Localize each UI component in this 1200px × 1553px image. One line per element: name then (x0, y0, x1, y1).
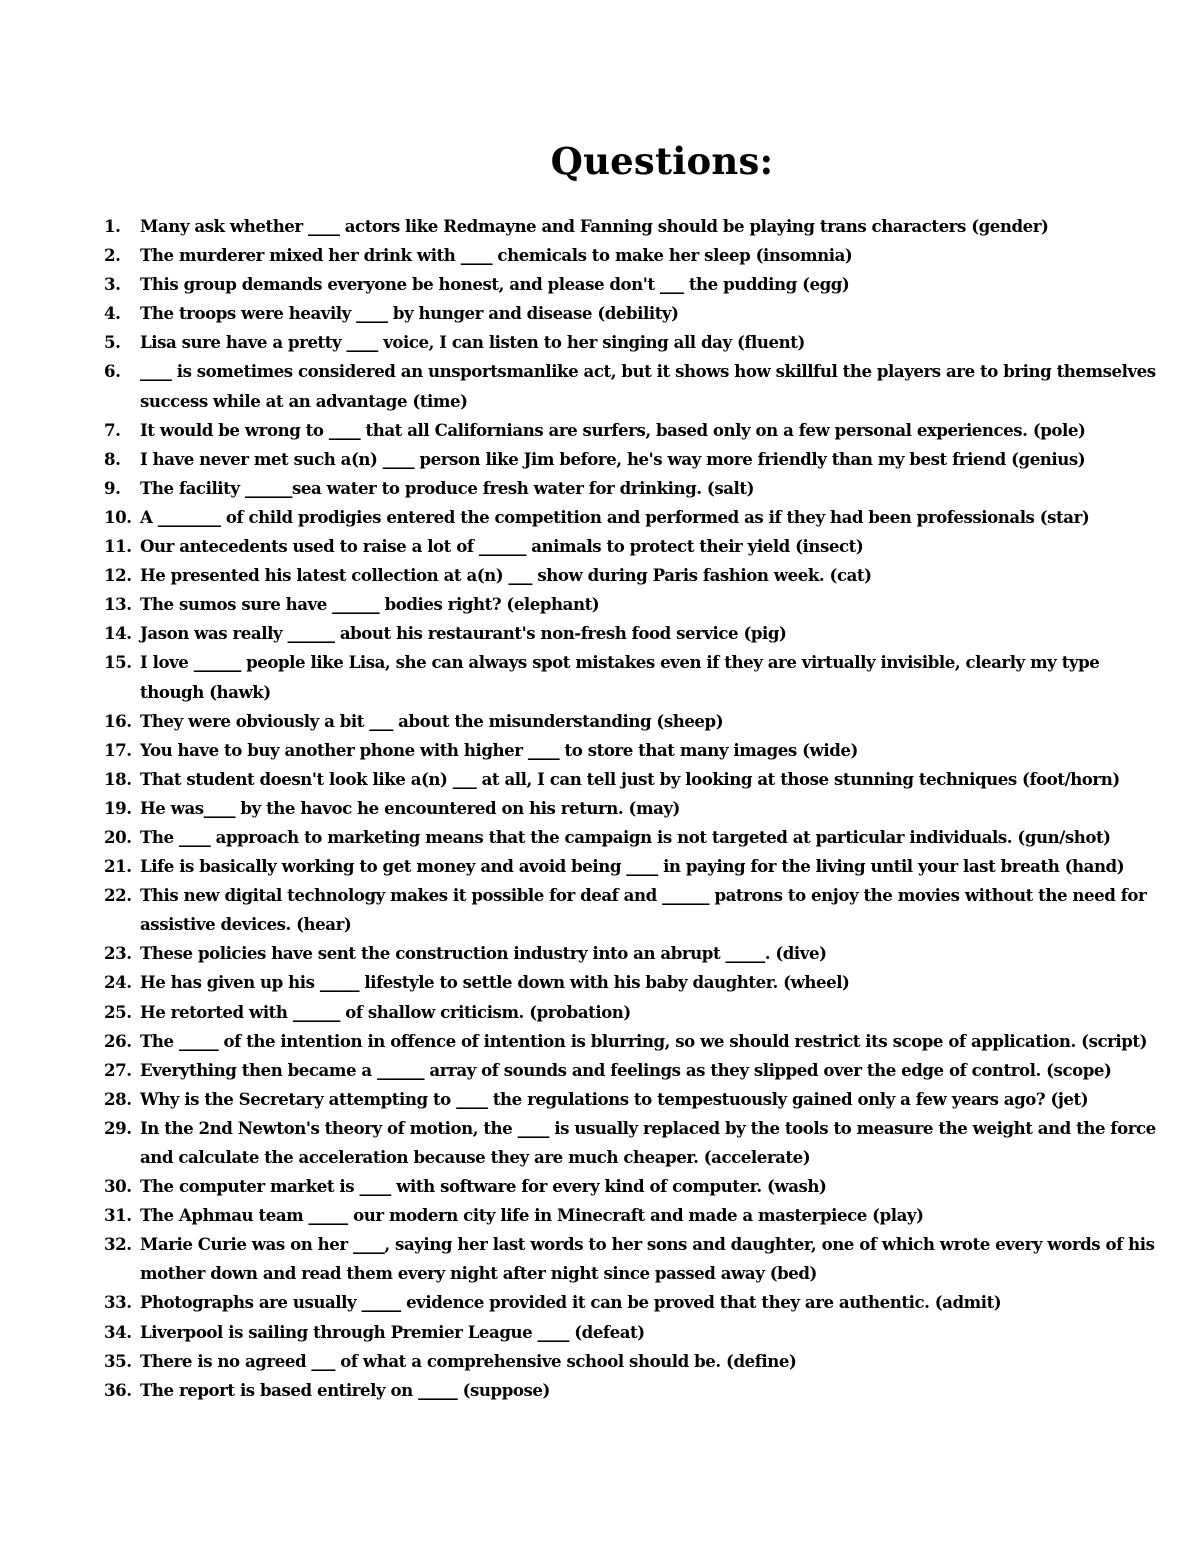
question-number: 28. (104, 1088, 132, 1109)
question-item (104, 1230, 1164, 1288)
question-number: 24. (104, 972, 132, 993)
question-number: 22. (104, 885, 132, 906)
question-item (104, 881, 1164, 939)
question-item (104, 1172, 1164, 1201)
question-text: Liverpool is sailing through Premier League ____ (defeat) (140, 1321, 645, 1342)
question-text: They were obviously a bit ___ about the misunderstanding (sheep) (140, 710, 724, 731)
question-text: Life is basically working to get money and avoid being ____ in paying for the living until your last breath (hand) (140, 856, 1125, 877)
question-number: 36. (104, 1379, 132, 1400)
question-text: The facility ______sea water to produce fresh water for drinking. (salt) (140, 477, 754, 498)
question-text: He presented his latest collection at a(n) ___ show during Paris fashion week. (cat) (140, 565, 872, 586)
question-item (104, 212, 1164, 241)
question-text: Marie Curie was on her ____, saying her last words to her sons and daughter, one of which wrote every words of his mother down and read them every night after night since passed away (bed) (140, 1234, 1155, 1284)
question-number: 14. (104, 623, 132, 644)
question-text: There is no agreed ___ of what a comprehensive school should be. (define) (140, 1350, 797, 1371)
page-title: Questions: (550, 139, 774, 183)
question-item (104, 765, 1164, 794)
question-item (104, 474, 1164, 503)
question-item (104, 328, 1164, 357)
question-text: Many ask whether ____ actors like Redmayne and Fanning should be playing trans characters (gender) (140, 216, 1049, 236)
question-number: 1. (104, 216, 121, 236)
question-text: This new digital technology makes it possible for deaf and ______ patrons to enjoy the movies without the need for assistive devices. (hear) (140, 885, 1147, 935)
question-item (104, 357, 1164, 415)
question-number: 26. (104, 1030, 132, 1051)
question-number: 19. (104, 797, 132, 818)
question-item (104, 1318, 1164, 1347)
question-item (104, 1288, 1164, 1317)
question-text: The troops were heavily ____ by hunger and disease (debility) (140, 303, 679, 324)
question-text: ____ is sometimes considered an unsportsmanlike act, but it shows how skillful the players are to bring themselves success while at an advantage (time) (140, 361, 1156, 411)
question-item (104, 445, 1164, 474)
question-text: It would be wrong to ____ that all Californians are surfers, based only on a few personal experiences. (pole) (140, 419, 1086, 440)
question-item (104, 561, 1164, 590)
question-number: 13. (104, 594, 132, 615)
question-number: 7. (104, 419, 121, 440)
question-item (104, 648, 1164, 706)
question-number: 12. (104, 565, 132, 586)
question-text: Jason was really ______ about his restaurant's non-fresh food service (pig) (140, 623, 787, 644)
question-text: The report is based entirely on _____ (suppose) (140, 1379, 550, 1400)
question-text: The _____ of the intention in offence of intention is blurring, so we should restrict its scope of application. (script) (140, 1030, 1148, 1051)
question-number: 4. (104, 303, 121, 324)
question-text: Our antecedents used to raise a lot of ______ animals to protect their yield (insect) (140, 536, 864, 557)
question-item (104, 998, 1164, 1027)
question-item (104, 241, 1164, 270)
question-item (104, 1056, 1164, 1085)
question-number: 17. (104, 739, 132, 760)
question-item (104, 852, 1164, 881)
question-text: The Aphmau team _____ our modern city life in Minecraft and made a masterpiece (play) (140, 1205, 924, 1226)
question-number: 33. (104, 1292, 132, 1313)
question-text: I love ______ people like Lisa, she can always spot mistakes even if they are virtually invisible, clearly my type though (hawk) (140, 652, 1100, 702)
question-text: Photographs are usually _____ evidence provided it can be proved that they are authentic. (admit) (140, 1292, 1002, 1313)
question-number: 21. (104, 856, 132, 877)
question-number: 11. (104, 536, 132, 557)
question-item (104, 270, 1164, 299)
question-number: 3. (104, 274, 121, 295)
question-item (104, 416, 1164, 445)
question-text: The murderer mixed her drink with ____ chemicals to make her sleep (insomnia) (140, 245, 853, 266)
question-number: 23. (104, 943, 132, 964)
question-item (104, 1376, 1164, 1405)
question-text: These policies have sent the construction industry into an abrupt _____. (dive) (140, 943, 827, 964)
question-text: Why is the Secretary attempting to ____ the regulations to tempestuously gained only a few years ago? (jet) (140, 1088, 1089, 1109)
question-text: A ________ of child prodigies entered the competition and performed as if they had been professionals (star) (140, 506, 1090, 527)
question-item (104, 939, 1164, 968)
question-item (104, 736, 1164, 765)
question-number: 5. (104, 332, 121, 353)
question-list (104, 212, 1164, 1405)
question-number: 8. (104, 448, 121, 469)
question-text: Lisa sure have a pretty ____ voice, I can listen to her singing all day (fluent) (140, 332, 805, 353)
question-text: I have never met such a(n) ____ person like Jim before, he's way more friendly than my best friend (genius) (140, 448, 1086, 469)
question-item (104, 707, 1164, 736)
question-text: That student doesn't look like a(n) ___ at all, I can tell just by looking at those stunning techniques (foot/horn) (140, 768, 1120, 789)
question-number: 29. (104, 1117, 132, 1138)
question-number: 6. (104, 361, 121, 382)
question-item (104, 619, 1164, 648)
question-number: 25. (104, 1001, 132, 1022)
question-number: 15. (104, 652, 132, 673)
question-item (104, 823, 1164, 852)
question-text: The sumos sure have ______ bodies right? (elephant) (140, 594, 600, 615)
question-text: The ____ approach to marketing means that the campaign is not targeted at particular individuals. (gun/shot) (140, 826, 1111, 847)
question-item (104, 968, 1164, 997)
question-text: He retorted with ______ of shallow criticism. (probation) (140, 1001, 631, 1022)
question-number: 16. (104, 710, 132, 731)
question-item (104, 1347, 1164, 1376)
question-item (104, 1114, 1164, 1172)
question-text: He was____ by the havoc he encountered on his return. (may) (140, 797, 680, 818)
question-number: 20. (104, 826, 132, 847)
question-number: 2. (104, 245, 121, 266)
question-item (104, 1085, 1164, 1114)
question-text: Everything then became a ______ array of sounds and feelings as they slipped over the edge of control. (scope) (140, 1059, 1112, 1080)
question-text: In the 2nd Newton's theory of motion, the ____ is usually replaced by the tools to measure the weight and the force and calculate the acceleration because they are much cheaper. (accelerate) (140, 1117, 1156, 1167)
question-text: The computer market is ____ with software for every kind of computer. (wash) (140, 1176, 827, 1197)
question-text: This group demands everyone be honest, and please don't ___ the pudding (egg) (140, 274, 850, 295)
question-number: 27. (104, 1059, 132, 1080)
question-item (104, 1027, 1164, 1056)
question-number: 30. (104, 1176, 132, 1197)
question-item (104, 299, 1164, 328)
question-number: 10. (104, 506, 132, 527)
question-item (104, 503, 1164, 532)
question-item (104, 794, 1164, 823)
question-number: 9. (104, 477, 121, 498)
question-number: 18. (104, 768, 132, 789)
question-number: 34. (104, 1321, 132, 1342)
question-text: You have to buy another phone with higher ____ to store that many images (wide) (140, 739, 858, 760)
question-item (104, 1201, 1164, 1230)
question-text: He has given up his _____ lifestyle to settle down with his baby daughter. (wheel) (140, 972, 850, 993)
question-item (104, 590, 1164, 619)
question-item (104, 532, 1164, 561)
question-number: 35. (104, 1350, 132, 1371)
question-number: 31. (104, 1205, 132, 1226)
question-number: 32. (104, 1234, 132, 1255)
